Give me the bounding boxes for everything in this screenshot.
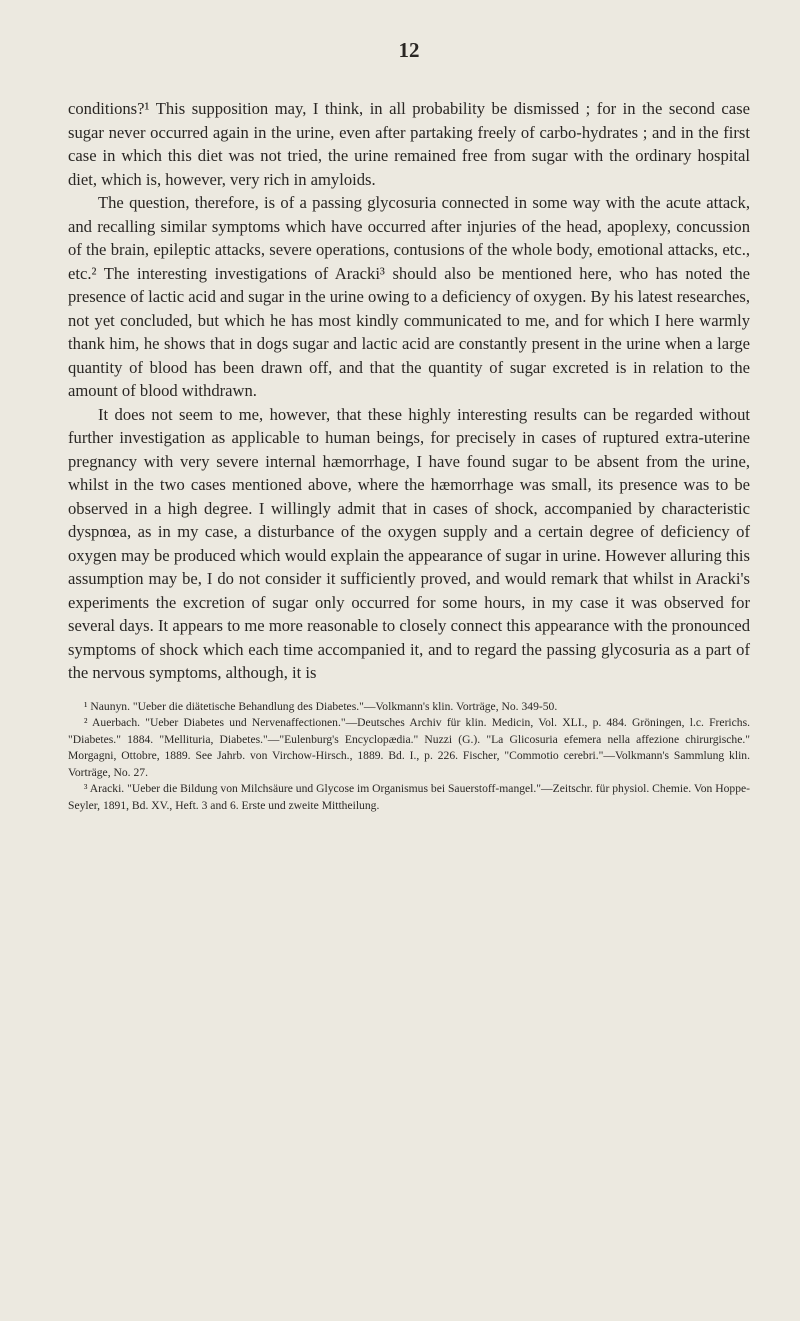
footnotes bbox=[68, 699, 750, 815]
page-number: 12 bbox=[398, 38, 420, 62]
footnote-2: ² Auerbach. "Ueber Diabetes und Nervenaffectionen."—Deutsches Archiv für klin. Medicin, Vol. XLI., p. 484. Gröningen, l.c. Frerichs. "Diabetes." 1884. "Mellituria, Diabetes."—"Eulenburg's Encyclopædia." Nuzzi (G.). "La Glicosuria efemera nella affezione chirurgische." Morgagni, Ottobre, 1889. See Jahrb. von Virchow-Hirsch., 1889. Bd. I., p. 226. Fischer, "Commotio cerebri."—Volkmann's Sammlung klin. Vorträge, No. 27. bbox=[68, 716, 750, 779]
paragraph: The question, therefore, is of a passing glycosuria connected in some way with the acute attack, and recalling similar symptoms which have occurred after injuries of the head, apoplexy, concussion of the brain, epileptic attacks, severe operations, contusions of the whole body, emotional attacks, etc., etc.² The interesting investigations of Aracki³ should also be mentioned here, who has noted the presence of lactic acid and sugar in the urine owing to a deficiency of oxygen. By his latest researches, not yet concluded, but which he has most kindly communicated to me, and for which I here warmly thank him, he shows that in dogs sugar and lactic acid are constantly present in the urine when a large quantity of blood has been drawn off, and that the quantity of sugar excreted is in relation to the amount of blood withdrawn. bbox=[68, 193, 750, 400]
paragraph: It does not seem to me, however, that these highly interesting results can be regarded without further investigation as applicable to human beings, for precisely in cases of ruptured extra-uterine pregnancy with very severe internal hæmorrhage, I have found sugar to be absent from the urine, whilst in the two cases mentioned above, where the hæmorrhage was small, its presence was to be observed in a high degree. I willingly admit that in cases of shock, accompanied by characteristic dyspnœa, as in my case, a disturbance of the oxygen supply and a certain degree of deficiency of oxygen may be produced which would explain the appearance of sugar in urine. However alluring this assumption may be, I do not consider it sufficiently proved, and would remark that whilst in Aracki's experiments the excretion of sugar only occurred for some hours, in my case it was observed for several days. It appears to me more reasonable to closely connect this appearance with the pronounced symptoms of shock which each time accompanied it, and to regard the passing glycosuria as a part of the nervous symptoms, although, it is bbox=[68, 404, 750, 682]
body-text bbox=[68, 97, 750, 685]
footnote-1: ¹ Naunyn. "Ueber die diätetische Behandlung des Diabetes."—Volkmann's klin. Vorträge, No. 349-50. bbox=[84, 699, 558, 713]
paragraph-continued: conditions?¹ This supposition may, I think, in all probability be dismissed ; for in the second case sugar never occurred again in the urine, even after partaking freely of carbo-hydrates ; and in the first case in which this diet was not tried, the urine remained free from sugar with the ordinary hospital diet, which is, however, very rich in amyloids. bbox=[68, 99, 750, 189]
footnote-3: ³ Aracki. "Ueber die Bildung von Milchsäure und Glycose im Organismus bei Sauerstoff-mangel."—Zeitschr. für physiol. Chemie. Von Hoppe-Seyler, 1891, Bd. XV., Heft. 3 and 6. Erste und zweite Mittheilung. bbox=[68, 782, 750, 813]
